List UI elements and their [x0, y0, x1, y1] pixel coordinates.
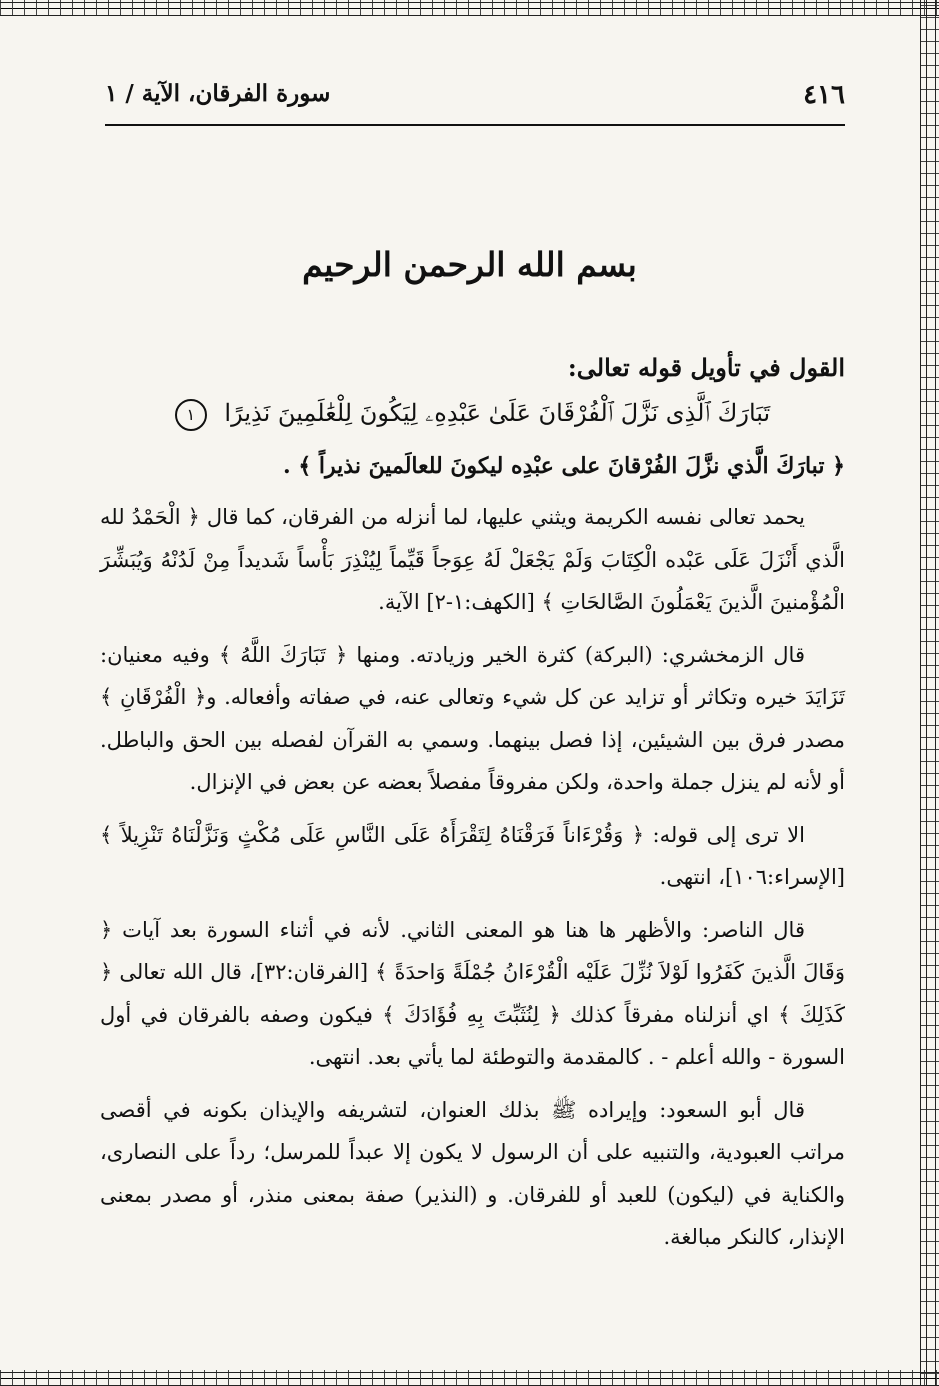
main-text [100, 350, 845, 1269]
quran-verse [100, 392, 845, 434]
basmala: بسم الله الرحمن الرحيم [302, 245, 637, 284]
page-header [105, 80, 845, 126]
paragraph: قال أبو السعود: وإيراده ﷺ بذلك العنوان، لتشريفه والإيذان بكونه في أقصى مراتب العبودية، والتنبيه على أن الرسول لا يكون إلا عبداً للمرسل؛ رداً على النصارى، والكناية في (ليكون) للعبد أو للفرقان. و (النذير) صفة بمعنى منذر، أو مصدر بمعنى الإنذار، كالنكر مبالغة. [100, 1097, 845, 1249]
paragraph: الا ترى إلى قوله: ﴿ وَقُرْءَاناً فَرَقْنَاهُ لِتَقْرَأَهُ عَلَى النَّاسِ عَلَى مُكْثٍ وَنَزَّلْنَاهُ تَنْزِيلاً ﴾ [الإسراء:١٠٦]، انتهى. [100, 822, 845, 889]
section-heading: القول في تأويل قوله تعالى: [567, 353, 845, 382]
verse-number-marker: ١ [175, 399, 207, 431]
verse-text: تَبَارَكَ ٱلَّذِى نَزَّلَ ٱلْفُرْقَانَ عَلَىٰ عَبْدِهِۦ لِيَكُونَ لِلْعَٰلَمِينَ نَذِيرًا [224, 399, 771, 427]
paragraph: قال الناصر: والأظهر ها هنا هو المعنى الثاني. لأنه في أثناء السورة بعد آيات ﴿ وَقَالَ الَّذينَ كَفَرُوا لَوْلاَ نُزِّلَ عَلَيْه الْقُرْءَانُ جُمْلَةً وَاحدَةً ﴾ [الفرقان:٣٢]، قال الله تعالى ﴿ كَذَلِكَ ﴾ اي أنزلناه مفرقاً كذلك ﴿ لِنُثَبِّتَ بِهِ فُؤَادَكَ ﴾ فيكون وصفه بالفرقان في أول السورة - والله أعلم - . كالمقدمة والتوطئة لما يأتي بعد. انتهى. [100, 917, 845, 1069]
paragraph: يحمد تعالى نفسه الكريمة ويثني عليها، لما أنزله من الفرقان، كما قال ﴿ الْحَمْدُ لله الَّذي أَنْزَلَ عَلَى عَبْده الْكِتَابَ وَلَمْ يَجْعَلْ لَهُ عِوَجاً قَيِّماً لِيُنْذِرَ بَأْساً شَديداً مِنْ لَدُنْهُ وَيُبَشِّرَ الْمُؤْمنينَ الَّذينَ يَعْمَلُونَ الصَّالحَاتِ ﴾ [الكهف:١-٢] الآية. [100, 505, 845, 614]
ornamental-border-top [0, 0, 939, 16]
quoted-verse: ﴿ تبارَكَ الَّذي نزَّلَ الفُرْقانَ على عبْدِه ليكونَ للعالَمينَ نذيراً ﴾ . [283, 453, 845, 479]
running-title: سورة الفرقان، الآية / ١ [105, 80, 331, 107]
page-number: ٤١٦ [803, 80, 845, 110]
ornamental-border-right [920, 0, 939, 1386]
ornamental-border-bottom [0, 1370, 939, 1386]
paragraph: قال الزمخشري: (البركة) كثرة الخير وزيادته. ومنها ﴿ تَبَارَكَ اللَّهُ ﴾ وفيه معنيان: تَزَايَدَ خيره وتكاثر أو تزايد عن كل شيء وتعالى عنه، في صفاته وأفعاله. و﴿ الْفُرْقَانِ ﴾ مصدر فرق بين الشيئين، إذا فصل بينهما. وسمي به القرآن لفصله بين الحق والباطل. أو لأنه لم ينزل جملة واحدة، ولكن مفروقاً مفصلاً بعضه عن بعض في الإنزال. [100, 642, 845, 794]
